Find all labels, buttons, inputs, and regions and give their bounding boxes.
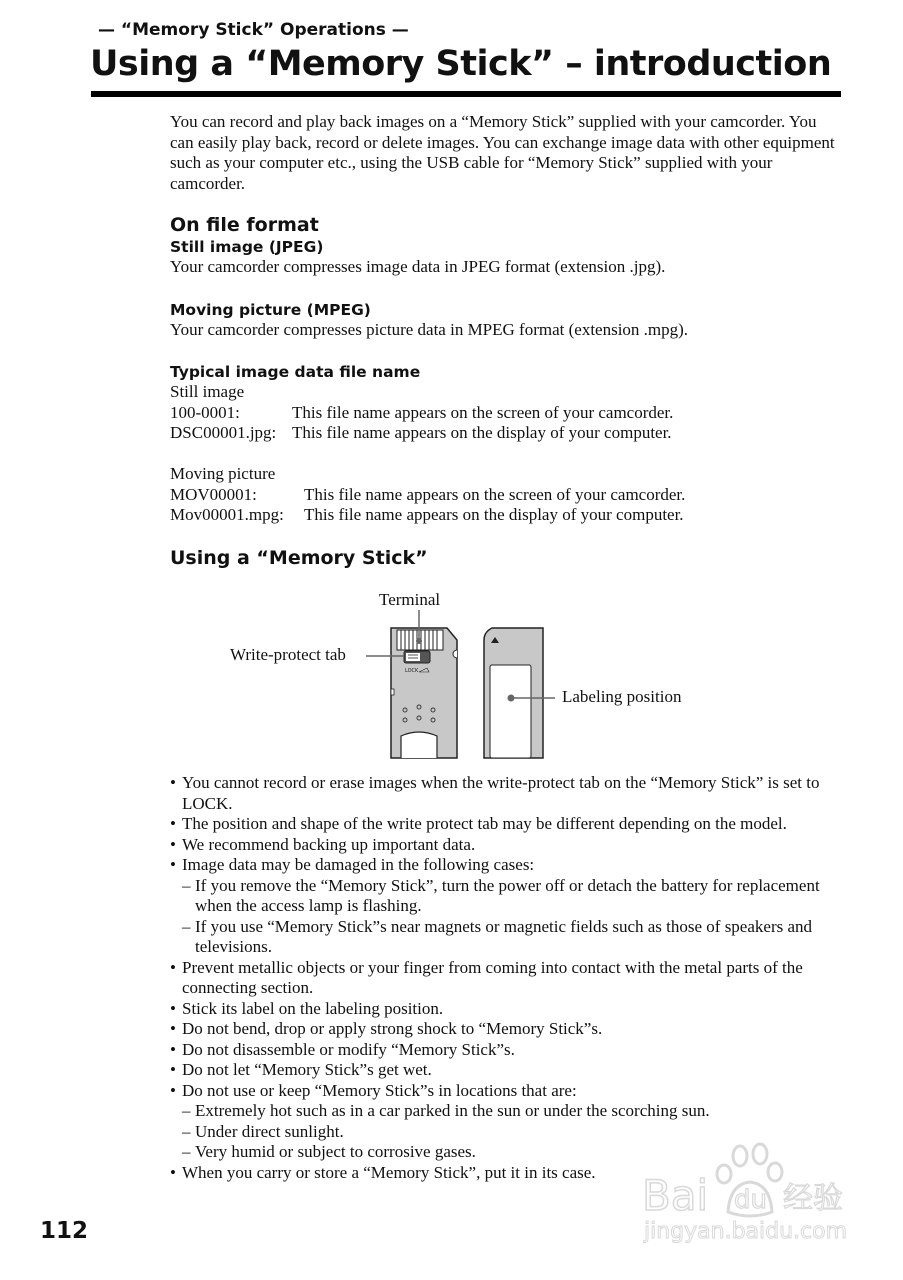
memory-stick-back-icon xyxy=(484,628,555,758)
bullet-icon: • xyxy=(170,1019,176,1038)
bullet-icon: • xyxy=(170,1060,176,1079)
filename-row xyxy=(170,485,840,506)
memory-stick-illustration xyxy=(225,588,725,763)
still-image-text: Your camcorder compresses image data in JPEG format (extension .jpg). xyxy=(170,257,666,276)
bullet-icon: • xyxy=(170,1080,176,1100)
dash-icon: – xyxy=(182,875,191,895)
filename-row xyxy=(170,423,840,444)
bullet-icon: • xyxy=(170,998,176,1018)
filename: DSC00001.jpg: xyxy=(170,423,277,442)
dash-icon: – xyxy=(182,1142,191,1161)
still-image-label: Still image xyxy=(170,382,245,401)
memory-stick-diagram xyxy=(225,588,725,763)
labeling-position-label: Labeling position xyxy=(562,687,682,706)
intro-paragraph: You can record and play back images on a “Memory Stick” supplied with your camcorder. You can easily play back, record or delete images. You can exchange image data with other equipment such as your computer etc., using the USB cable for “Memory Stick” supplied with your camcorder. xyxy=(170,112,835,193)
moving-picture-label: Moving picture xyxy=(170,464,276,483)
note-item: • Do not let “Memory Stick”s get wet. xyxy=(170,1060,432,1079)
note-item: • Prevent metallic objects or your finger from coming into contact with the metal parts of the connecting section. xyxy=(170,957,803,997)
filename-row xyxy=(170,505,840,526)
baidu-watermark xyxy=(640,1142,855,1247)
notes-list xyxy=(170,773,840,1183)
svg-text:经验: 经验 xyxy=(783,1181,843,1216)
bullet-icon: • xyxy=(170,773,176,792)
filename-desc: This file name appears on the screen of your camcorder. xyxy=(304,484,686,504)
note-subitem: – If you use “Memory Stick”s near magnets or magnetic fields such as those of speakers and televisions. xyxy=(182,916,813,956)
bullet-icon: • xyxy=(170,834,176,854)
terminal-label: Terminal xyxy=(379,590,441,609)
file-format-heading: On file format xyxy=(170,214,319,236)
note-item: • Image data may be damaged in the following cases: xyxy=(170,855,535,874)
baidu-paw-logo-icon xyxy=(640,1142,855,1247)
note-item: • You cannot record or erase images when the write-protect tab on the “Memory Stick” is set to LOCK. xyxy=(170,773,820,813)
note-subitem: – Very humid or subject to corrosive gases. xyxy=(182,1142,476,1161)
bullet-icon: • xyxy=(170,1162,176,1182)
filename-row xyxy=(170,403,840,424)
typical-filename-heading: Typical image data file name xyxy=(170,363,421,381)
note-item: • Do not bend, drop or apply strong shock to “Memory Stick”s. xyxy=(170,1019,603,1038)
moving-picture-heading: Moving picture (MPEG) xyxy=(170,301,371,319)
note-item: • We recommend backing up important data. xyxy=(170,834,476,854)
dash-icon: – xyxy=(182,1121,191,1141)
filename-desc: This file name appears on the screen of your camcorder. xyxy=(292,402,674,422)
typical-filename-section xyxy=(170,362,840,526)
bullet-icon: • xyxy=(170,957,176,977)
note-item: • Do not use or keep “Memory Stick”s in locations that are: xyxy=(170,1080,577,1100)
memory-stick-front-icon xyxy=(391,610,457,758)
still-image-heading: Still image (JPEG) xyxy=(170,238,324,256)
note-subitem: – Extremely hot such as in a car parked in the sun or under the scorching sun. xyxy=(182,1101,710,1120)
filename: 100-0001: xyxy=(170,402,240,422)
filename-desc: This file name appears on the display of your computer. xyxy=(292,423,672,442)
page-number: 112 xyxy=(40,1218,89,1244)
note-item: • When you carry or store a “Memory Stick”, put it in its case. xyxy=(170,1162,596,1182)
filename: Mov00001.mpg: xyxy=(170,505,284,524)
write-protect-label: Write-protect tab xyxy=(230,645,346,664)
filename-desc: This file name appears on the display of your computer. xyxy=(304,505,684,524)
section-label: — “Memory Stick” Operations — xyxy=(98,20,409,40)
title-rule xyxy=(91,91,841,97)
note-item: • Do not disassemble or modify “Memory Stick”s. xyxy=(170,1039,515,1059)
svg-text:LOCK: LOCK xyxy=(405,668,419,674)
svg-text:du: du xyxy=(734,1185,767,1215)
bullet-icon: • xyxy=(170,855,176,874)
note-subitem: – If you remove the “Memory Stick”, turn the power off or detach the battery for replacement when the access lamp is flashing. xyxy=(182,875,820,915)
moving-picture-text: Your camcorder compresses picture data in MPEG format (extension .mpg). xyxy=(170,320,689,339)
using-memory-stick-heading: Using a “Memory Stick” xyxy=(170,547,428,569)
note-item: • The position and shape of the write protect tab may be different depending on the model. xyxy=(170,814,787,833)
dash-icon: – xyxy=(182,916,191,936)
file-format-section xyxy=(170,213,840,278)
bullet-icon: • xyxy=(170,814,176,833)
filename: MOV00001: xyxy=(170,484,257,504)
moving-picture-section xyxy=(170,300,840,341)
svg-text:jingyan.baidu.com: jingyan.baidu.com xyxy=(644,1219,848,1244)
svg-text:Bai: Bai xyxy=(642,1171,709,1220)
page-title: Using a “Memory Stick” – introduction xyxy=(90,44,832,84)
dash-icon: – xyxy=(182,1101,191,1120)
note-subitem: – Under direct sunlight. xyxy=(182,1121,344,1141)
note-item: • Stick its label on the labeling position. xyxy=(170,998,444,1018)
bullet-icon: • xyxy=(170,1039,176,1059)
